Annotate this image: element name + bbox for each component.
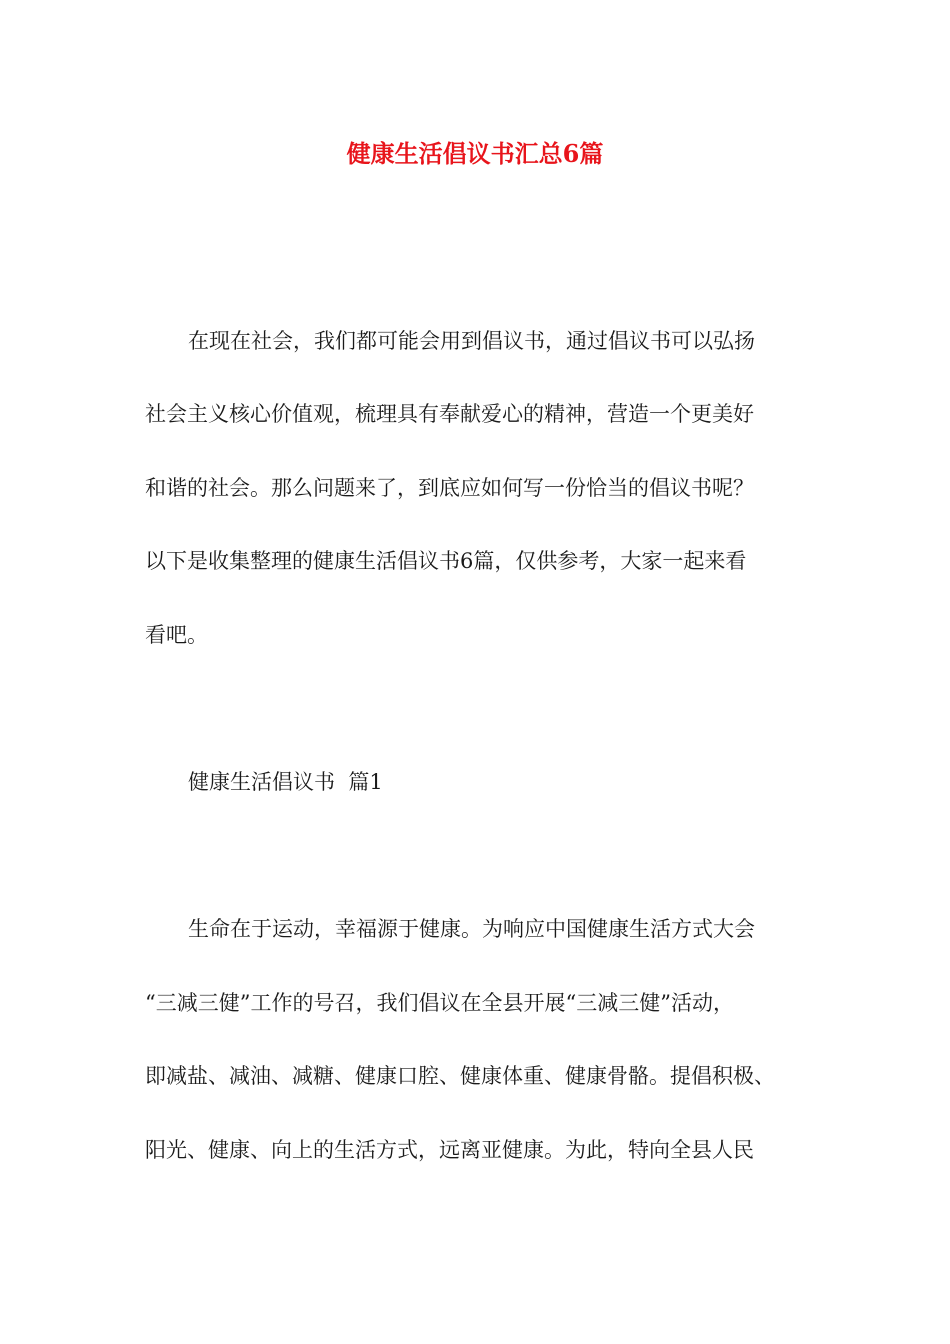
section-line-1: 生命在于运动，幸福源于健康。为响应中国健康生活方式大会 xyxy=(188,917,755,941)
intro-line-3: 和谐的社会。那么问题来了，到底应如何写一份恰当的倡议书呢？ xyxy=(145,476,754,500)
intro-line-1: 在现在社会，我们都可能会用到倡议书，通过倡议书可以弘扬 xyxy=(188,329,755,353)
section-line-3: 即减盐、减油、减糖、健康口腔、健康体重、健康骨骼。提倡积极、 xyxy=(145,1064,775,1088)
section-line-2: “三减三健”工作的号召，我们倡议在全县开展“三减三健”活动， xyxy=(145,991,734,1015)
intro-line-4: 以下是收集整理的健康生活倡议书6篇，仅供参考，大家一起来看 xyxy=(145,549,747,573)
intro-line-2: 社会主义核心价值观，梳理具有奉献爱心的精神，营造一个更美好 xyxy=(145,402,754,426)
section-heading: 健康生活倡议书 篇1 xyxy=(188,770,383,794)
intro-line-5: 看吧。 xyxy=(145,623,208,647)
section-line-4: 阳光、健康、向上的生活方式，远离亚健康。为此，特向全县人民 xyxy=(145,1138,754,1162)
document-title: 健康生活倡议书汇总6篇 xyxy=(346,139,604,168)
